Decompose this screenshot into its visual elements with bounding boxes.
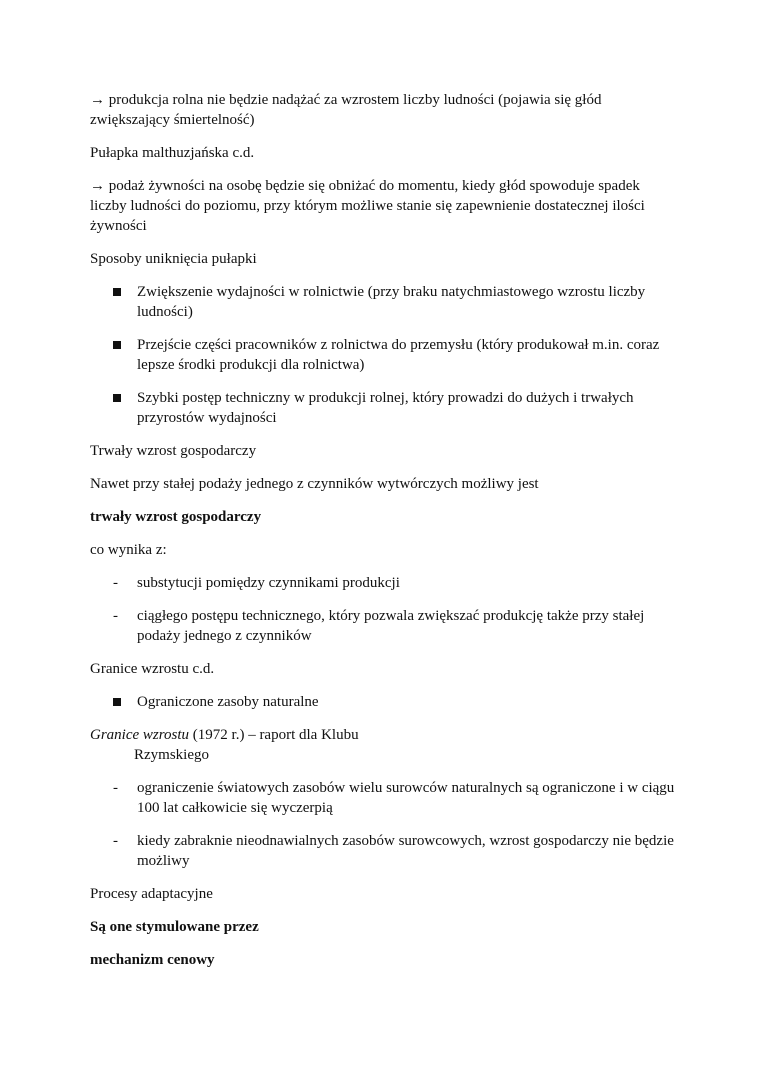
report-title-line bbox=[90, 725, 675, 745]
heading-limits-to-growth: Granice wzrostu c.d. bbox=[90, 661, 215, 677]
dash-bullet: - bbox=[113, 575, 118, 591]
heading-sustained-growth: Trwały wzrost gospodarczy bbox=[90, 443, 257, 459]
list-item-text: kiedy zabraknie nieodnawialnych zasobów surowcowych, wzrost gospodarczy nie będzie możliwy bbox=[137, 833, 674, 869]
dash-bullet: - bbox=[113, 780, 118, 796]
report-subtitle-continued: Rzymskiego bbox=[134, 747, 209, 763]
list-item-text: Przejście części pracowników z rolnictwa do przemysłu (który produkował m.in. coraz lepsze środki produkcji dla rolnictwa) bbox=[137, 337, 660, 373]
bullet-list-limits bbox=[90, 692, 675, 712]
square-bullet-icon bbox=[113, 698, 121, 706]
bold-sustained-growth: trwały wzrost gospodarczy bbox=[90, 509, 262, 525]
dash-list-growth-sources bbox=[90, 573, 675, 646]
dash-bullet: - bbox=[113, 833, 118, 849]
heading-ways-to-avoid-trap: Sposoby uniknięcia pułapki bbox=[90, 251, 257, 267]
square-bullet-icon bbox=[113, 288, 121, 296]
list-item-text: Zwiększenie wydajności w rolnictwie (przy braku natychmiastowego wzrostu liczby ludności) bbox=[137, 284, 646, 320]
list-item bbox=[90, 573, 675, 593]
paragraph-club-of-rome-report bbox=[90, 725, 675, 765]
list-item bbox=[90, 282, 675, 322]
dash-list-report-findings bbox=[90, 778, 675, 871]
dash-bullet: - bbox=[113, 608, 118, 624]
list-item-text: ograniczenie światowych zasobów wielu surowców naturalnych są ograniczone i w ciągu 100 lat całkowicie się wyczerpią bbox=[137, 780, 675, 816]
list-item-text: Szybki postęp techniczny w produkcji rolnej, który prowadzi do dużych i trwałych przyrostów wydajności bbox=[137, 390, 634, 426]
bullet-list-avoid-trap bbox=[90, 282, 675, 428]
document-page bbox=[90, 90, 675, 983]
list-item bbox=[90, 606, 675, 646]
list-item bbox=[90, 335, 675, 375]
heading-adaptive-processes: Procesy adaptacyjne bbox=[90, 886, 213, 902]
paragraph-food-supply: → podaż żywności na osobę będzie się obniżać do momentu, kiedy głód spowoduje spadek liczby ludności do poziomu, przy którym możliwe stanie się zapewnienie dostatecznej ilości żywności bbox=[90, 178, 645, 234]
list-item-text: Ograniczone zasoby naturalne bbox=[137, 694, 319, 710]
list-item-text: ciągłego postępu technicznego, który pozwala zwiększać produkcję także przy stałej podaży jednego z czynników bbox=[137, 608, 645, 644]
square-bullet-icon bbox=[113, 341, 121, 349]
heading-malthusian-trap: Pułapka malthuzjańska c.d. bbox=[90, 145, 255, 161]
list-item bbox=[90, 831, 675, 871]
list-item bbox=[90, 692, 675, 712]
paragraph-malthus-consequence: → produkcja rolna nie będzie nadążać za wzrostem liczby ludności (pojawia się głód zwiększający śmiertelność) bbox=[90, 92, 602, 128]
report-title: Granice wzrostu bbox=[90, 727, 190, 743]
bold-price-mechanism: mechanizm cenowy bbox=[90, 952, 215, 968]
report-subtitle: (1972 r.) – raport dla Klubu bbox=[189, 727, 359, 743]
paragraph-constant-supply: Nawet przy stałej podaży jednego z czynników wytwórczych możliwy jest bbox=[90, 476, 539, 492]
list-item bbox=[90, 388, 675, 428]
list-item-text: substytucji pomiędzy czynnikami produkcji bbox=[137, 575, 400, 591]
bold-stimulated-by: Są one stymulowane przez bbox=[90, 919, 259, 935]
paragraph-results-from: co wynika z: bbox=[90, 542, 167, 558]
list-item bbox=[90, 778, 675, 818]
square-bullet-icon bbox=[113, 394, 121, 402]
